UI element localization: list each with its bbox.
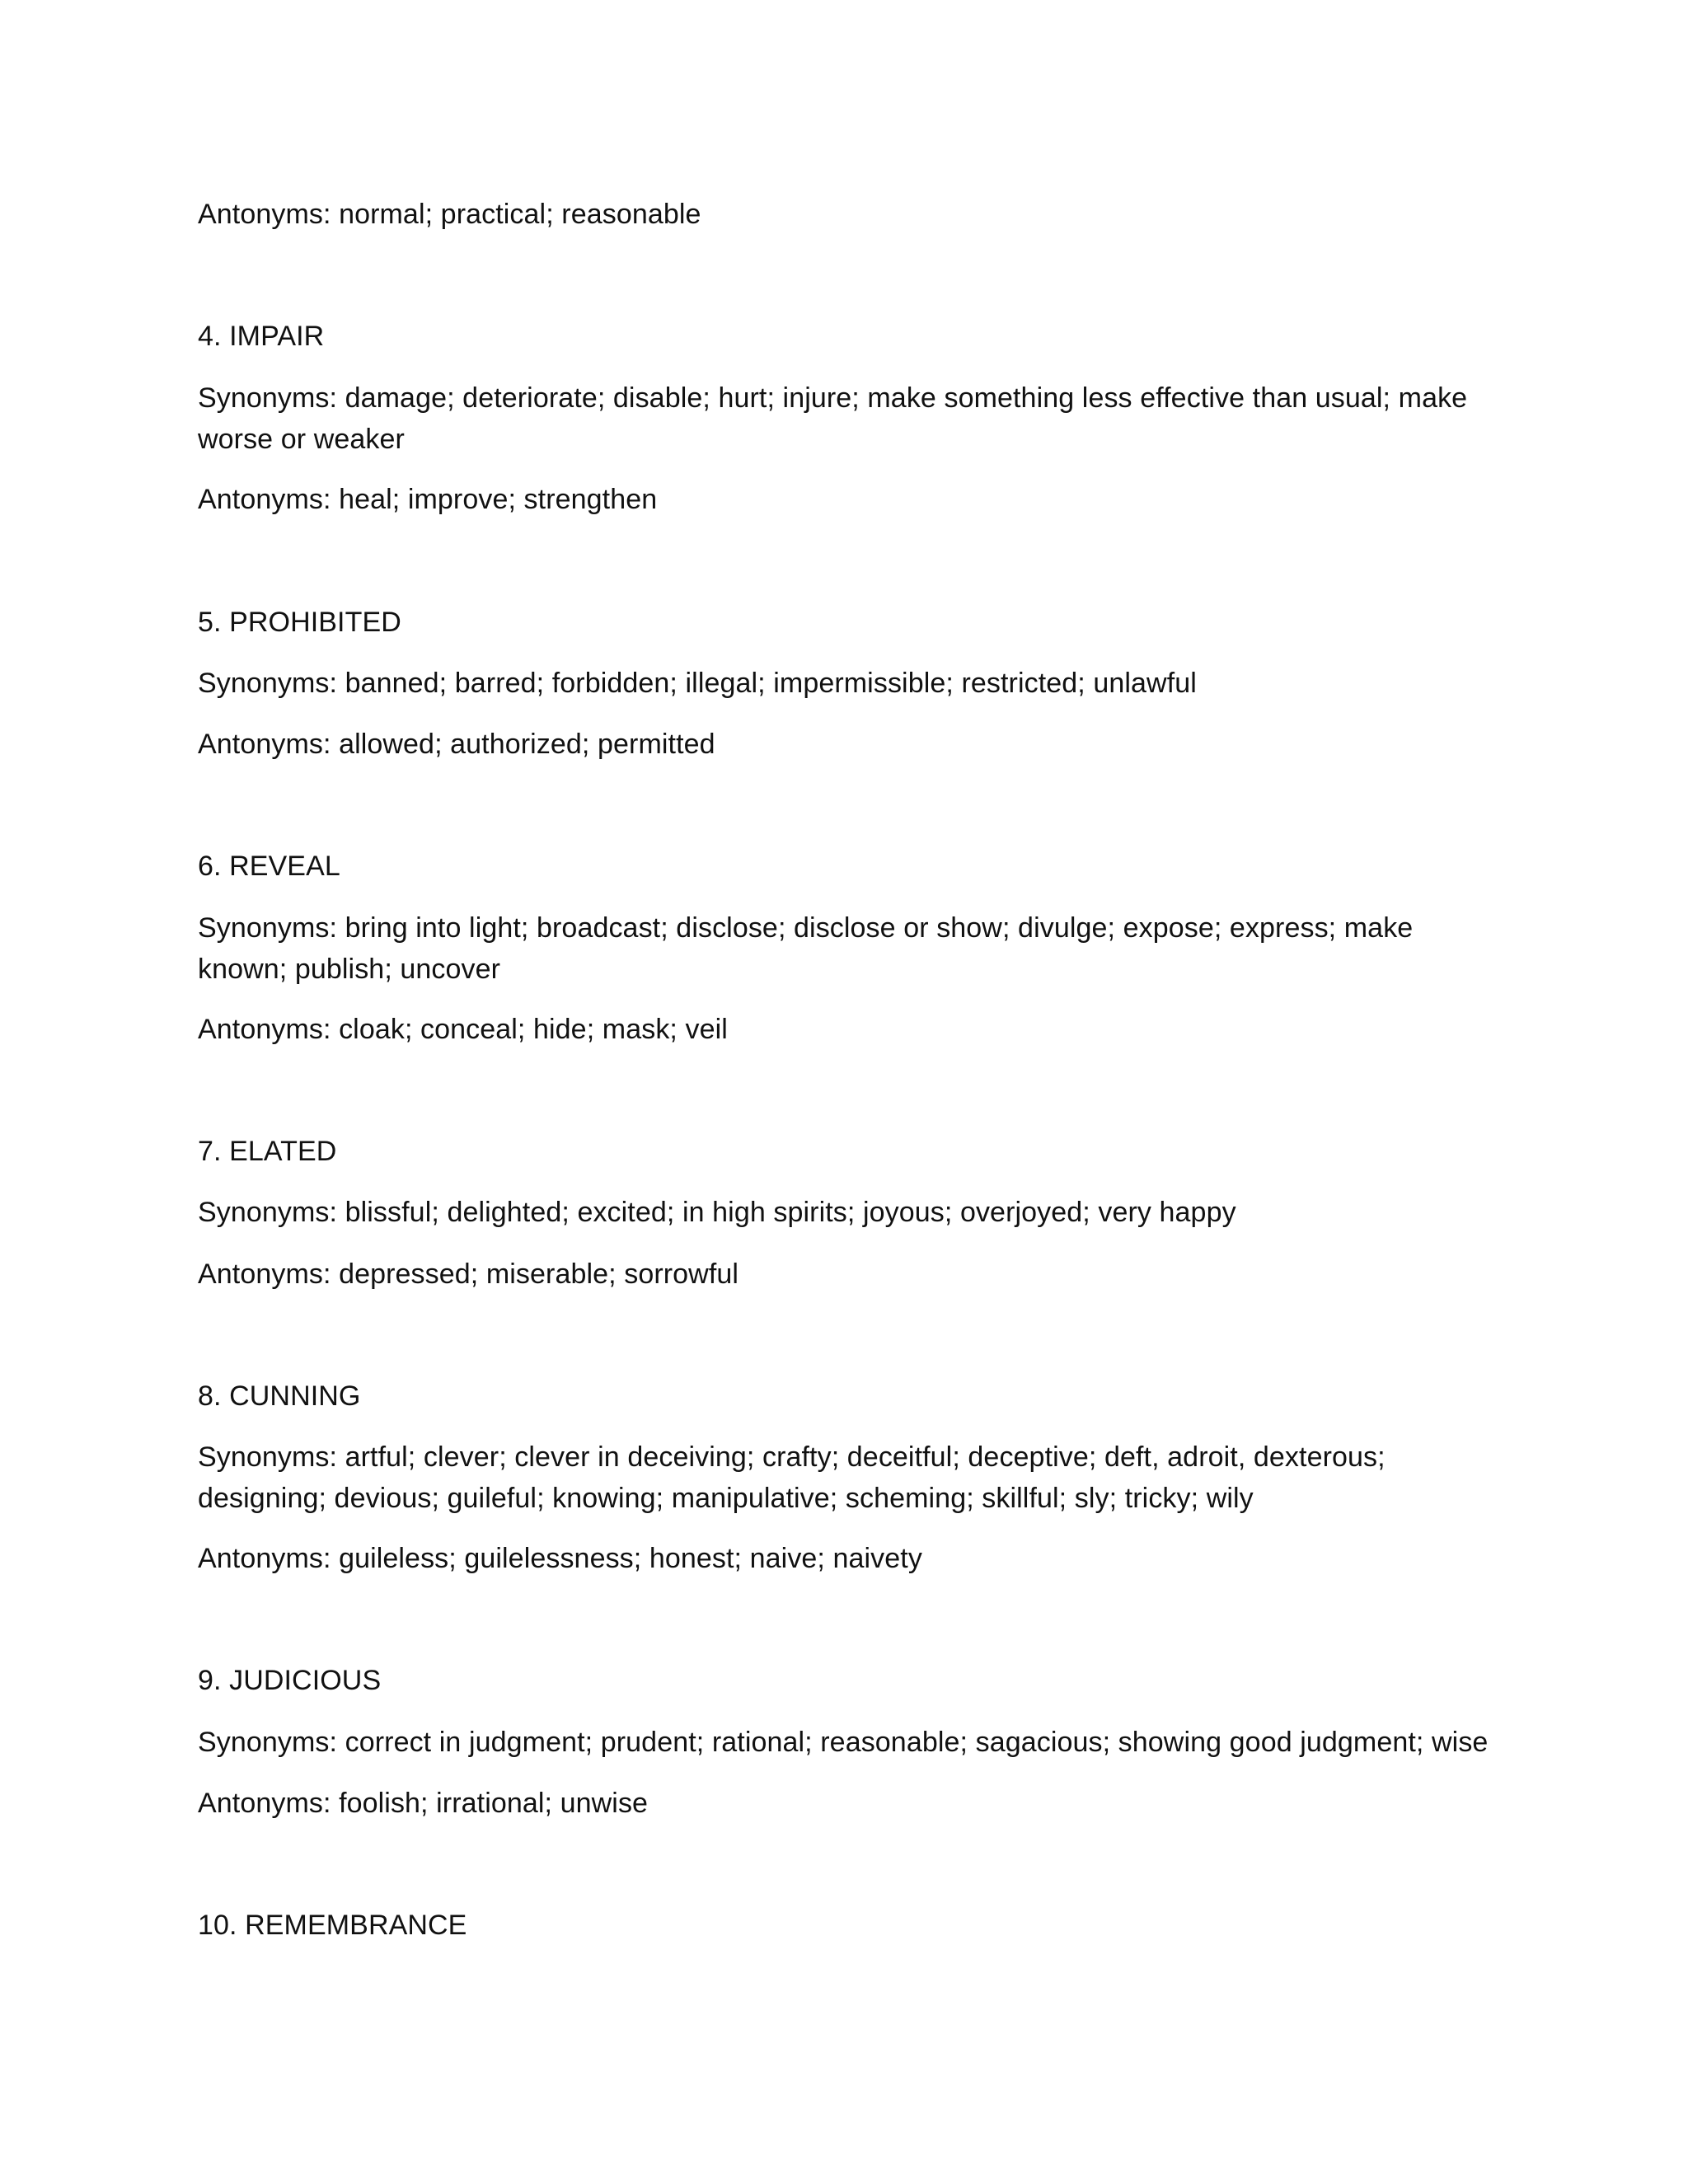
antonyms-line: Antonyms: guileless; guilelessness; honest; naive; naivety — [198, 1543, 922, 1574]
synonyms-line: Synonyms: bring into light; broadcast; disclose; disclose or show; divulge; expose; express; make known; publish; uncover — [198, 912, 1414, 985]
antonyms-line: Antonyms: allowed; authorized; permitted — [198, 729, 715, 760]
entry-heading: 8. CUNNING — [198, 1380, 361, 1412]
antonyms-line: Antonyms: normal; practical; reasonable — [198, 199, 701, 230]
entry-heading: 5. PROHIBITED — [198, 607, 401, 638]
synonyms-line: Synonyms: correct in judgment; prudent; rational; reasonable; sagacious; showing good judgment; wise — [198, 1727, 1489, 1758]
entry-heading: 6. REVEAL — [198, 851, 340, 882]
antonyms-line: Antonyms: cloak; conceal; hide; mask; veil — [198, 1014, 728, 1045]
synonyms-line: Synonyms: blissful; delighted; excited; in high spirits; joyous; overjoyed; very happy — [198, 1197, 1236, 1228]
entry-heading: 7. ELATED — [198, 1136, 337, 1167]
antonyms-line: Antonyms: foolish; irrational; unwise — [198, 1788, 649, 1819]
antonyms-line: Antonyms: heal; improve; strengthen — [198, 484, 658, 515]
entry-heading: 10. REMEMBRANCE — [198, 1910, 467, 1941]
synonyms-line: Synonyms: damage; deteriorate; disable; hurt; injure; make something less effective than usual; make worse or weaker — [198, 382, 1468, 455]
entry-heading: 4. IMPAIR — [198, 321, 325, 352]
entry-heading: 9. JUDICIOUS — [198, 1665, 382, 1696]
synonyms-line: Synonyms: artful; clever; clever in deceiving; crafty; deceitful; deceptive; deft, adroit, dexterous; designing; devious; guileful; knowing; manipulative; scheming; skillful; sly; tricky; wily — [198, 1441, 1386, 1514]
antonyms-line: Antonyms: depressed; miserable; sorrowful — [198, 1258, 739, 1290]
synonyms-line: Synonyms: banned; barred; forbidden; illegal; impermissible; restricted; unlawful — [198, 668, 1197, 699]
